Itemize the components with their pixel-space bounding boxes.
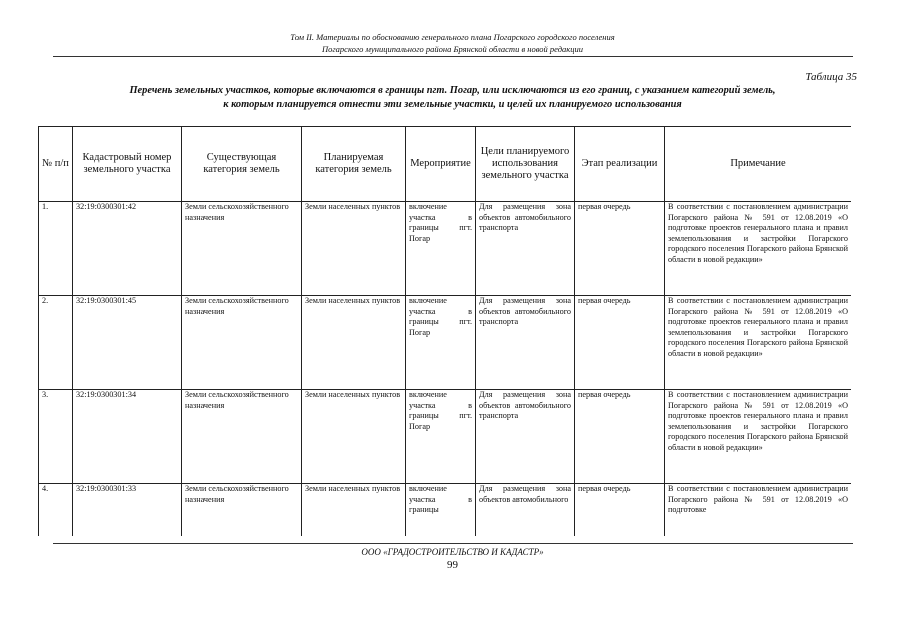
table-row	[39, 484, 852, 537]
cell-num: 2.	[39, 296, 73, 390]
table-row	[39, 390, 852, 484]
table-container	[38, 126, 851, 536]
header-existing-category: Существующая категория земель	[182, 127, 302, 202]
cell-cadastral: 32:19:0300301:33	[73, 484, 182, 537]
cell-purpose: Для размещения зона объектов автомобильного	[476, 484, 575, 537]
cell-num: 4.	[39, 484, 73, 537]
table-row	[39, 296, 852, 390]
cell-existing-category: Земли сельскохозяйственного назначения	[182, 296, 302, 390]
land-plots-table	[38, 126, 851, 536]
table-title	[22, 84, 883, 112]
cell-planned-category: Земли населенных пунктов	[302, 296, 406, 390]
cell-stage: первая очередь	[575, 202, 665, 296]
cell-existing-category: Земли сельскохозяйственного назначения	[182, 390, 302, 484]
cell-note: В соответствии с постановлением администрации Погарского района № 591 от 12.08.2019 «О подготовке проектов генерального плана и правил землепользования и застройки Погарского городского поселения Погарского района Брянской области в новой редакции»	[665, 202, 852, 296]
header-line-2: Погарского муниципального района Брянской области в новой редакции	[321, 44, 584, 54]
header-planned-category: Планируемая категория земель	[302, 127, 406, 202]
header-note: Примечание	[665, 127, 852, 202]
table-row	[39, 202, 852, 296]
header-line-1: Том II. Материалы по обоснованию генерального плана Погарского городского поселения	[290, 32, 615, 42]
cell-cadastral: 32:19:0300301:34	[73, 390, 182, 484]
running-header	[40, 31, 865, 55]
cell-num: 1.	[39, 202, 73, 296]
cell-cadastral: 32:19:0300301:45	[73, 296, 182, 390]
cell-note: В соответствии с постановлением администрации Погарского района № 591 от 12.08.2019 «О подготовке проектов генерального плана и правил землепользования и застройки Погарского городского поселения Погарского района Брянской области в новой редакции»	[665, 390, 852, 484]
footer-organization: ООО «ГРАДОСТРОИТЕЛЬСТВО И КАДАСТР»	[361, 547, 544, 557]
title-line-1: Перечень земельных участков, которые включаются в границы пгт. Погар, или исключаются из его границ, с указанием категорий земель,	[129, 85, 776, 96]
cell-purpose: Для размещения зона объектов автомобильного транспорта	[476, 390, 575, 484]
cell-note: В соответствии с постановлением администрации Погарского района № 591 от 12.08.2019 «О подготовке	[665, 484, 852, 537]
cell-purpose: Для размещения зона объектов автомобильного транспорта	[476, 202, 575, 296]
cell-measure: включение участка в границы пгт. Погар	[406, 296, 476, 390]
cell-existing-category: Земли сельскохозяйственного назначения	[182, 202, 302, 296]
table-header-row	[39, 127, 852, 202]
cell-planned-category: Земли населенных пунктов	[302, 484, 406, 537]
cell-stage: первая очередь	[575, 296, 665, 390]
cell-stage: первая очередь	[575, 484, 665, 537]
cell-measure: включение участка в границы пгт. Погар	[406, 390, 476, 484]
cell-num: 3.	[39, 390, 73, 484]
cell-planned-category: Земли населенных пунктов	[302, 390, 406, 484]
page-number: 99	[447, 559, 458, 571]
header-stage: Этап реализации	[575, 127, 665, 202]
cell-cadastral: 32:19:0300301:42	[73, 202, 182, 296]
header-purpose: Цели планируемого использования земельного участка	[476, 127, 575, 202]
header-num: № п/п	[39, 127, 73, 202]
cell-measure: включение участка в границы	[406, 484, 476, 537]
cell-existing-category: Земли сельскохозяйственного назначения	[182, 484, 302, 537]
header-cadastral: Кадастровый номер земельного участка	[73, 127, 182, 202]
header-rule	[53, 56, 853, 57]
cell-purpose: Для размещения зона объектов автомобильного транспорта	[476, 296, 575, 390]
cell-measure: включение участка в границы пгт. Погар	[406, 202, 476, 296]
cell-planned-category: Земли населенных пунктов	[302, 202, 406, 296]
header-measure: Мероприятие	[406, 127, 476, 202]
table-label: Таблица 35	[805, 71, 857, 83]
title-line-2: к которым планируется отнести эти земельные участки, и целей их планируемого использования	[223, 99, 682, 110]
footer-rule	[53, 543, 853, 544]
cell-note: В соответствии с постановлением администрации Погарского района № 591 от 12.08.2019 «О подготовке проектов генерального плана и правил землепользования и застройки Погарского городского поселения Погарского района Брянской области в новой редакции»	[665, 296, 852, 390]
cell-stage: первая очередь	[575, 390, 665, 484]
